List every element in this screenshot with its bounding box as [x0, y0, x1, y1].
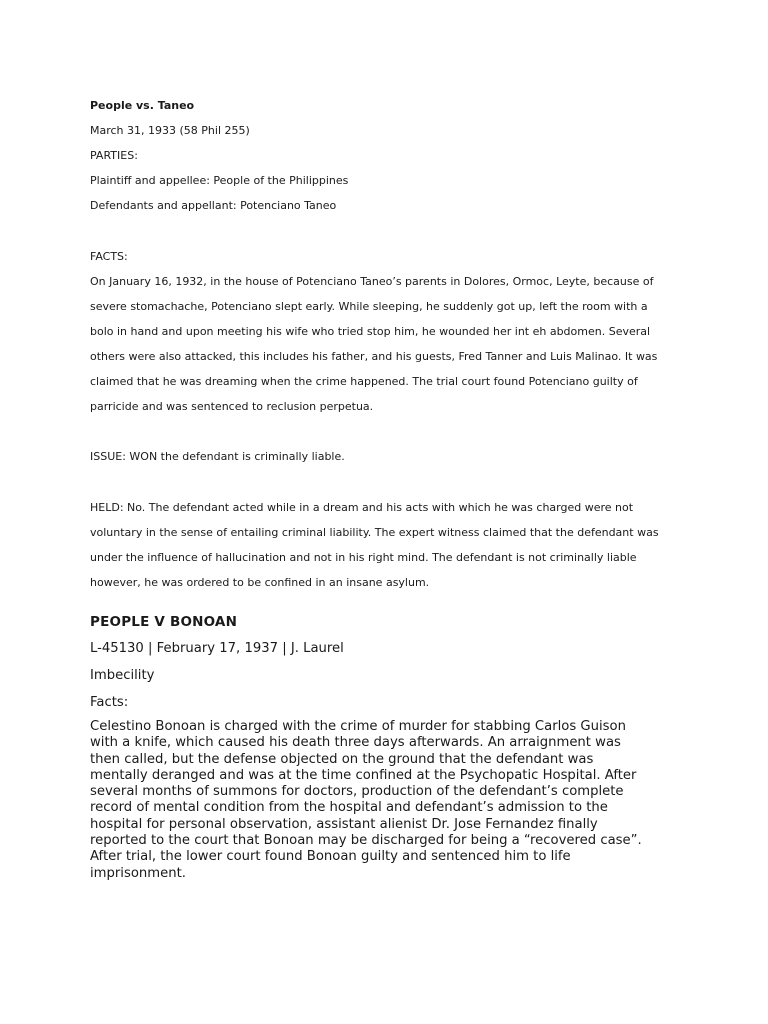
facts-line: record of mental condition from the hospital and defendant’s admission to the — [90, 800, 608, 816]
case-people-vs-taneo — [90, 97, 690, 599]
case-topic: Imbecility — [90, 668, 155, 683]
held-line: under the influence of hallucination and not in his right mind. The defendant is not criminally liable — [90, 550, 637, 564]
case-people-v-bonoan — [90, 611, 690, 882]
defendant-line: Defendants and appellant: Potenciano Taneo — [90, 199, 337, 213]
case-title: PEOPLE V BONOAN — [90, 614, 238, 630]
held-line: HELD: No. The defendant acted while in a dream and his acts with which he was charged were not — [90, 500, 634, 514]
facts-heading: FACTS: — [90, 249, 128, 263]
facts-paragraph — [90, 719, 690, 882]
case-date: March 31, 1933 (58 Phil 255) — [90, 124, 250, 138]
spacer — [90, 423, 690, 448]
spacer — [90, 473, 690, 498]
facts-line: On January 16, 1932, in the house of Potenciano Taneo’s parents in Dolores, Ormoc, Leyte, because of — [90, 274, 654, 288]
facts-line: others were also attacked, this includes his father, and his guests, Fred Tanner and Luis Malinao. It was — [90, 349, 658, 363]
facts-line: claimed that he was dreaming when the crime happened. The trial court found Potenciano guilty of — [90, 375, 638, 389]
facts-line: severe stomachache, Potenciano slept early. While sleeping, he suddenly got up, left the room with a — [90, 299, 648, 313]
held-line: however, he was ordered to be confined in an insane asylum. — [90, 575, 430, 589]
facts-line: hospital for personal observation, assistant alienist Dr. Jose Fernandez finally — [90, 816, 598, 832]
facts-line: Celestino Bonoan is charged with the crime of murder for stabbing Carlos Guison — [90, 719, 626, 734]
facts-line: bolo in hand and upon meeting his wife who tried stop him, he wounded her int eh abdomen. Several — [90, 324, 651, 338]
facts-line: mentally deranged and was at the time confined at the Psychopatic Hospital. After — [90, 767, 637, 783]
issue-line: ISSUE: WON the defendant is criminally liable. — [90, 450, 345, 464]
case-citation: L-45130 | February 17, 1937 | J. Laurel — [90, 641, 344, 656]
held-line: voluntary in the sense of entailing criminal liability. The expert witness claimed that the defendant was — [90, 525, 659, 539]
facts-line: with a knife, which caused his death three days afterwards. An arraignment was — [90, 735, 621, 751]
case-title: People vs. Taneo — [90, 99, 195, 112]
facts-line: then called, but the defense objected on the ground that the defendant was — [90, 751, 594, 767]
facts-line: imprisonment. — [90, 865, 186, 881]
facts-line: several months of summons for doctors, production of the defendant’s complete — [90, 784, 624, 800]
plaintiff-line: Plaintiff and appellee: People of the Philippines — [90, 174, 349, 188]
facts-line: reported to the court that Bonoan may be discharged for being a “recovered case”. — [90, 833, 642, 849]
facts-heading: Facts: — [90, 695, 129, 710]
facts-line: After trial, the lower court found Bonoan guilty and sentenced him to life — [90, 849, 571, 865]
spacer — [90, 222, 690, 247]
parties-heading: PARTIES: — [90, 149, 138, 163]
facts-line: parricide and was sentenced to reclusion perpetua. — [90, 400, 374, 414]
